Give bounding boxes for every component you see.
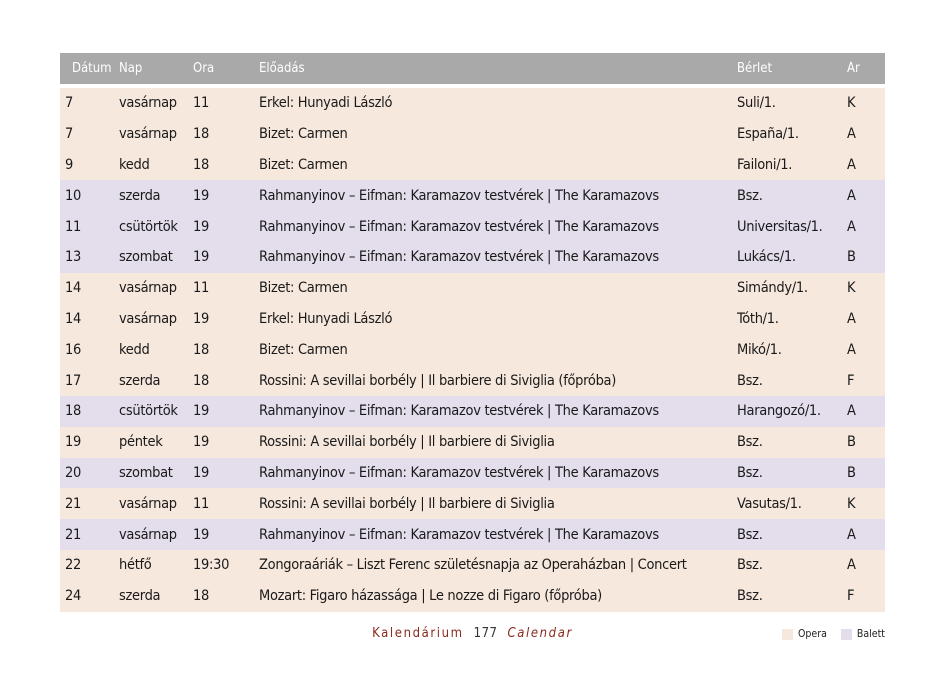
cell-price: B [847,249,856,266]
cell-time: 19 [193,218,209,235]
cell-show: Bizet: Carmen [259,280,348,297]
cell-show: Rossini: A sevillai borbély | Il barbiere di Siviglia [259,495,555,512]
cell-day: szombat [119,464,173,481]
cell-time: 19:30 [193,557,230,574]
cell-pass: Lukács/1. [737,249,796,266]
cell-pass: Universitas/1. [737,218,823,235]
cell-pass: Mikó/1. [737,341,782,358]
table-row [60,458,885,489]
cell-show: Rahmanyinov – Eifman: Karamazov testvérek | The Karamazovs [259,187,659,204]
cell-price: A [847,526,856,543]
page-footer [0,626,945,646]
cell-pass: Bsz. [737,187,763,204]
cell-day: kedd [119,156,150,173]
cell-show: Rahmanyinov – Eifman: Karamazov testvérek | The Karamazovs [259,526,659,543]
cell-day: vasárnap [119,495,177,512]
cell-time: 11 [193,280,209,297]
cell-pass: Failoni/1. [737,156,793,173]
cell-pass: Bsz. [737,588,763,605]
cell-date: 11 [65,218,81,235]
header-pass: Bérlet [737,61,773,76]
cell-day: szombat [119,249,173,266]
cell-time: 18 [193,156,209,173]
cell-pass: Bsz. [737,557,763,574]
cell-date: 14 [65,280,81,297]
cell-show: Bizet: Carmen [259,126,348,143]
cell-price: B [847,464,856,481]
cell-show: Bizet: Carmen [259,156,348,173]
page-number: 177 [473,626,498,641]
cell-price: A [847,187,856,204]
header-date: Dátum [72,61,112,76]
footer-right-label: Calendar [507,626,573,641]
cell-date: 7 [65,95,73,112]
cell-price: K [847,280,856,297]
table-row [60,119,885,150]
cell-date: 17 [65,372,81,389]
cell-time: 18 [193,372,209,389]
cell-pass: Bsz. [737,526,763,543]
cell-price: A [847,310,856,327]
cell-pass: Bsz. [737,372,763,389]
cell-time: 19 [193,187,209,204]
table-row [60,242,885,273]
cell-day: csütörtök [119,218,178,235]
cell-date: 20 [65,464,81,481]
cell-date: 10 [65,187,81,204]
table-row [60,150,885,181]
cell-day: szerda [119,588,161,605]
cell-price: A [847,341,856,358]
cell-time: 11 [193,495,209,512]
cell-show: Rossini: A sevillai borbély | Il barbiere di Siviglia (főpróba) [259,372,617,389]
cell-day: csütörtök [119,403,178,420]
cell-show: Rahmanyinov – Eifman: Karamazov testvérek | The Karamazovs [259,403,659,420]
cell-show: Rossini: A sevillai borbély | Il barbiere di Siviglia [259,434,555,451]
cell-time: 19 [193,464,209,481]
cell-time: 19 [193,434,209,451]
cell-pass: Suli/1. [737,95,776,112]
cell-day: vasárnap [119,95,177,112]
table-row [60,581,885,612]
cell-show: Bizet: Carmen [259,341,348,358]
table-body [60,88,885,612]
table-row [60,550,885,581]
cell-time: 19 [193,310,209,327]
cell-pass: España/1. [737,126,799,143]
cell-day: hétfő [119,557,152,574]
cell-date: 21 [65,526,81,543]
table-row [60,427,885,458]
cell-date: 22 [65,557,81,574]
table-row [60,304,885,335]
cell-price: F [847,588,855,605]
cell-show: Erkel: Hunyadi László [259,95,393,112]
table-row [60,180,885,211]
cell-day: vasárnap [119,126,177,143]
cell-time: 18 [193,588,209,605]
table-row [60,88,885,119]
cell-pass: Vasutas/1. [737,495,802,512]
cell-show: Rahmanyinov – Eifman: Karamazov testvérek | The Karamazovs [259,464,659,481]
cell-show: Mozart: Figaro házassága | Le nozze di Figaro (főpróba) [259,588,602,605]
cell-date: 13 [65,249,81,266]
cell-day: szerda [119,187,161,204]
cell-time: 19 [193,403,209,420]
cell-day: vasárnap [119,526,177,543]
legend-balett-label: Balett [856,628,885,640]
legend-balett-swatch [841,629,852,640]
cell-pass: Simándy/1. [737,280,808,297]
cell-day: kedd [119,341,150,358]
cell-day: szerda [119,372,161,389]
cell-pass: Bsz. [737,464,763,481]
cell-pass: Tóth/1. [737,310,779,327]
cell-pass: Bsz. [737,434,763,451]
table-header [60,53,885,84]
cell-show: Rahmanyinov – Eifman: Karamazov testvérek | The Karamazovs [259,249,659,266]
cell-time: 19 [193,249,209,266]
cell-date: 24 [65,588,81,605]
cell-price: A [847,403,856,420]
header-time: Óra [193,61,215,76]
cell-time: 19 [193,526,209,543]
cell-price: A [847,126,856,143]
cell-show: Rahmanyinov – Eifman: Karamazov testvérek | The Karamazovs [259,218,659,235]
cell-pass: Harangozó/1. [737,403,821,420]
cell-date: 18 [65,403,81,420]
table-row [60,334,885,365]
schedule-table [60,53,885,612]
cell-price: A [847,218,856,235]
header-price: Ár [847,61,860,76]
table-row [60,519,885,550]
cell-show: Erkel: Hunyadi László [259,310,393,327]
cell-date: 16 [65,341,81,358]
table-row [60,211,885,242]
table-row [60,273,885,304]
header-show: Előadás [259,61,305,76]
cell-price: A [847,156,856,173]
table-row [60,488,885,519]
header-day: Nap [119,61,143,76]
cell-price: A [847,557,856,574]
cell-date: 14 [65,310,81,327]
cell-date: 9 [65,156,73,173]
cell-price: K [847,95,856,112]
cell-price: F [847,372,855,389]
legend-opera-label: Opera [797,628,827,640]
footer-left-label: Kalendárium [372,626,464,641]
cell-show: Zongoraáriák – Liszt Ferenc születésnapja az Operaházban | Concert [259,557,687,574]
cell-day: vasárnap [119,280,177,297]
cell-date: 21 [65,495,81,512]
legend [782,628,885,640]
cell-day: vasárnap [119,310,177,327]
cell-date: 19 [65,434,81,451]
cell-day: péntek [119,434,163,451]
cell-price: B [847,434,856,451]
table-row [60,396,885,427]
legend-opera-swatch [782,629,793,640]
cell-time: 18 [193,341,209,358]
cell-date: 7 [65,126,73,143]
cell-price: K [847,495,856,512]
table-row [60,365,885,396]
cell-time: 18 [193,126,209,143]
cell-time: 11 [193,95,209,112]
